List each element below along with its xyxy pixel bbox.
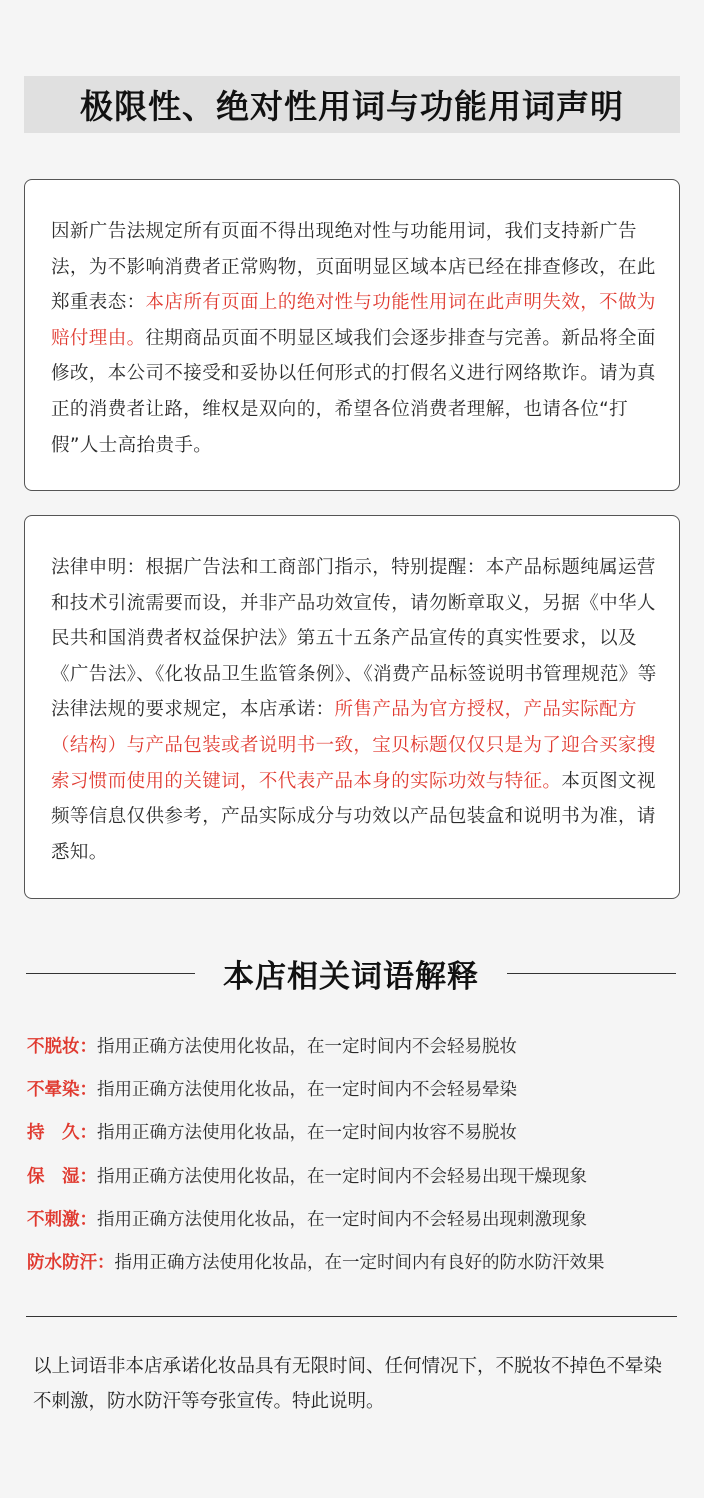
term-item: [27, 1067, 687, 1110]
title-banner: [24, 76, 680, 133]
term-label: 保 湿：: [27, 1166, 97, 1187]
term-label: 不晕染：: [27, 1080, 97, 1101]
page-title: 极限性、绝对性用词与功能用词声明: [80, 87, 624, 126]
statement-text: [51, 214, 659, 463]
legal-card: [24, 515, 680, 899]
terms-section-header: [26, 948, 676, 998]
term-item: [27, 1154, 687, 1197]
statement-text-part2: 往期商品页面不明显区域我们会逐步排查与完善。新品将全面修改，本公司不接受和妥协以任何形式的打假名义进行网络欺诈。请为真正的消费者让路，维权是双向的，希望各位消费者理解，也请各位“打假”人士高抬贵手。: [51, 327, 656, 456]
statement-card: [24, 179, 680, 491]
term-label: 持 久：: [27, 1123, 97, 1144]
footer-divider: [26, 1316, 677, 1317]
divider-left: [26, 973, 195, 974]
term-label: 不刺激：: [27, 1209, 97, 1230]
footer-note: 以上词语非本店承诺化妆品具有无限时间、任何情况下，不脱妆不掉色不晕染不刺激，防水防汗等夸张宣传。特此说明。: [33, 1356, 663, 1412]
term-item: [27, 1024, 687, 1067]
term-label: 防水防汗：: [27, 1253, 115, 1274]
term-label: 不脱妆：: [27, 1037, 97, 1058]
terms-list: [27, 1024, 687, 1283]
term-desc: 指用正确方法使用化妆品，在一定时间内妆容不易脱妆: [97, 1123, 517, 1144]
statement-text-part1: 因新广告法规定所有页面不得出现绝对性与功能用词，我们支持新广告法，为不影响消费者正常购物，页面明显区域本店已经在排查修改，在此郑重表态：: [51, 221, 656, 314]
legal-text-part1: 法律申明：根据广告法和工商部门指示，特别提醒：本产品标题纯属运营和技术引流需要而设，并非产品功效宣传，请勿断章取义，另据《中华人民共和国消费者权益保护法》第五十五条产品宣传的真实性要求，以及《广告法》、《化妆品卫生监管条例》、《消费产品标签说明书管理规范》等法律法规的要求规定，本店承诺：: [51, 557, 657, 721]
legal-text: [51, 550, 659, 870]
legal-text-highlight: 所售产品为官方授权，产品实际配方（结构）与产品包装或者说明书一致，宝贝标题仅仅只是为了迎合买家搜索习惯而使用的关键词，不代表产品本身的实际功效与特征。: [51, 699, 656, 792]
term-item: [27, 1197, 687, 1240]
term-desc: 指用正确方法使用化妆品，在一定时间内不会轻易出现刺激现象: [97, 1209, 587, 1230]
terms-section-title: 本店相关词语解释: [223, 958, 479, 995]
term-item: [27, 1110, 687, 1153]
term-item: [27, 1240, 687, 1283]
term-desc: 指用正确方法使用化妆品，在一定时间内不会轻易晕染: [97, 1080, 517, 1101]
term-desc: 指用正确方法使用化妆品，在一定时间内不会轻易出现干燥现象: [97, 1166, 587, 1187]
divider-right: [507, 973, 676, 974]
term-desc: 指用正确方法使用化妆品，在一定时间内不会轻易脱妆: [97, 1037, 517, 1058]
term-desc: 指用正确方法使用化妆品，在一定时间内有良好的防水防汗效果: [114, 1253, 605, 1274]
statement-text-highlight: 本店所有页面上的绝对性与功能性用词在此声明失效，不做为赔付理由。: [51, 292, 656, 349]
legal-text-part2: 本页图文视频等信息仅供参考，产品实际成分与功效以产品包装盒和说明书为准，请悉知。: [51, 770, 656, 863]
